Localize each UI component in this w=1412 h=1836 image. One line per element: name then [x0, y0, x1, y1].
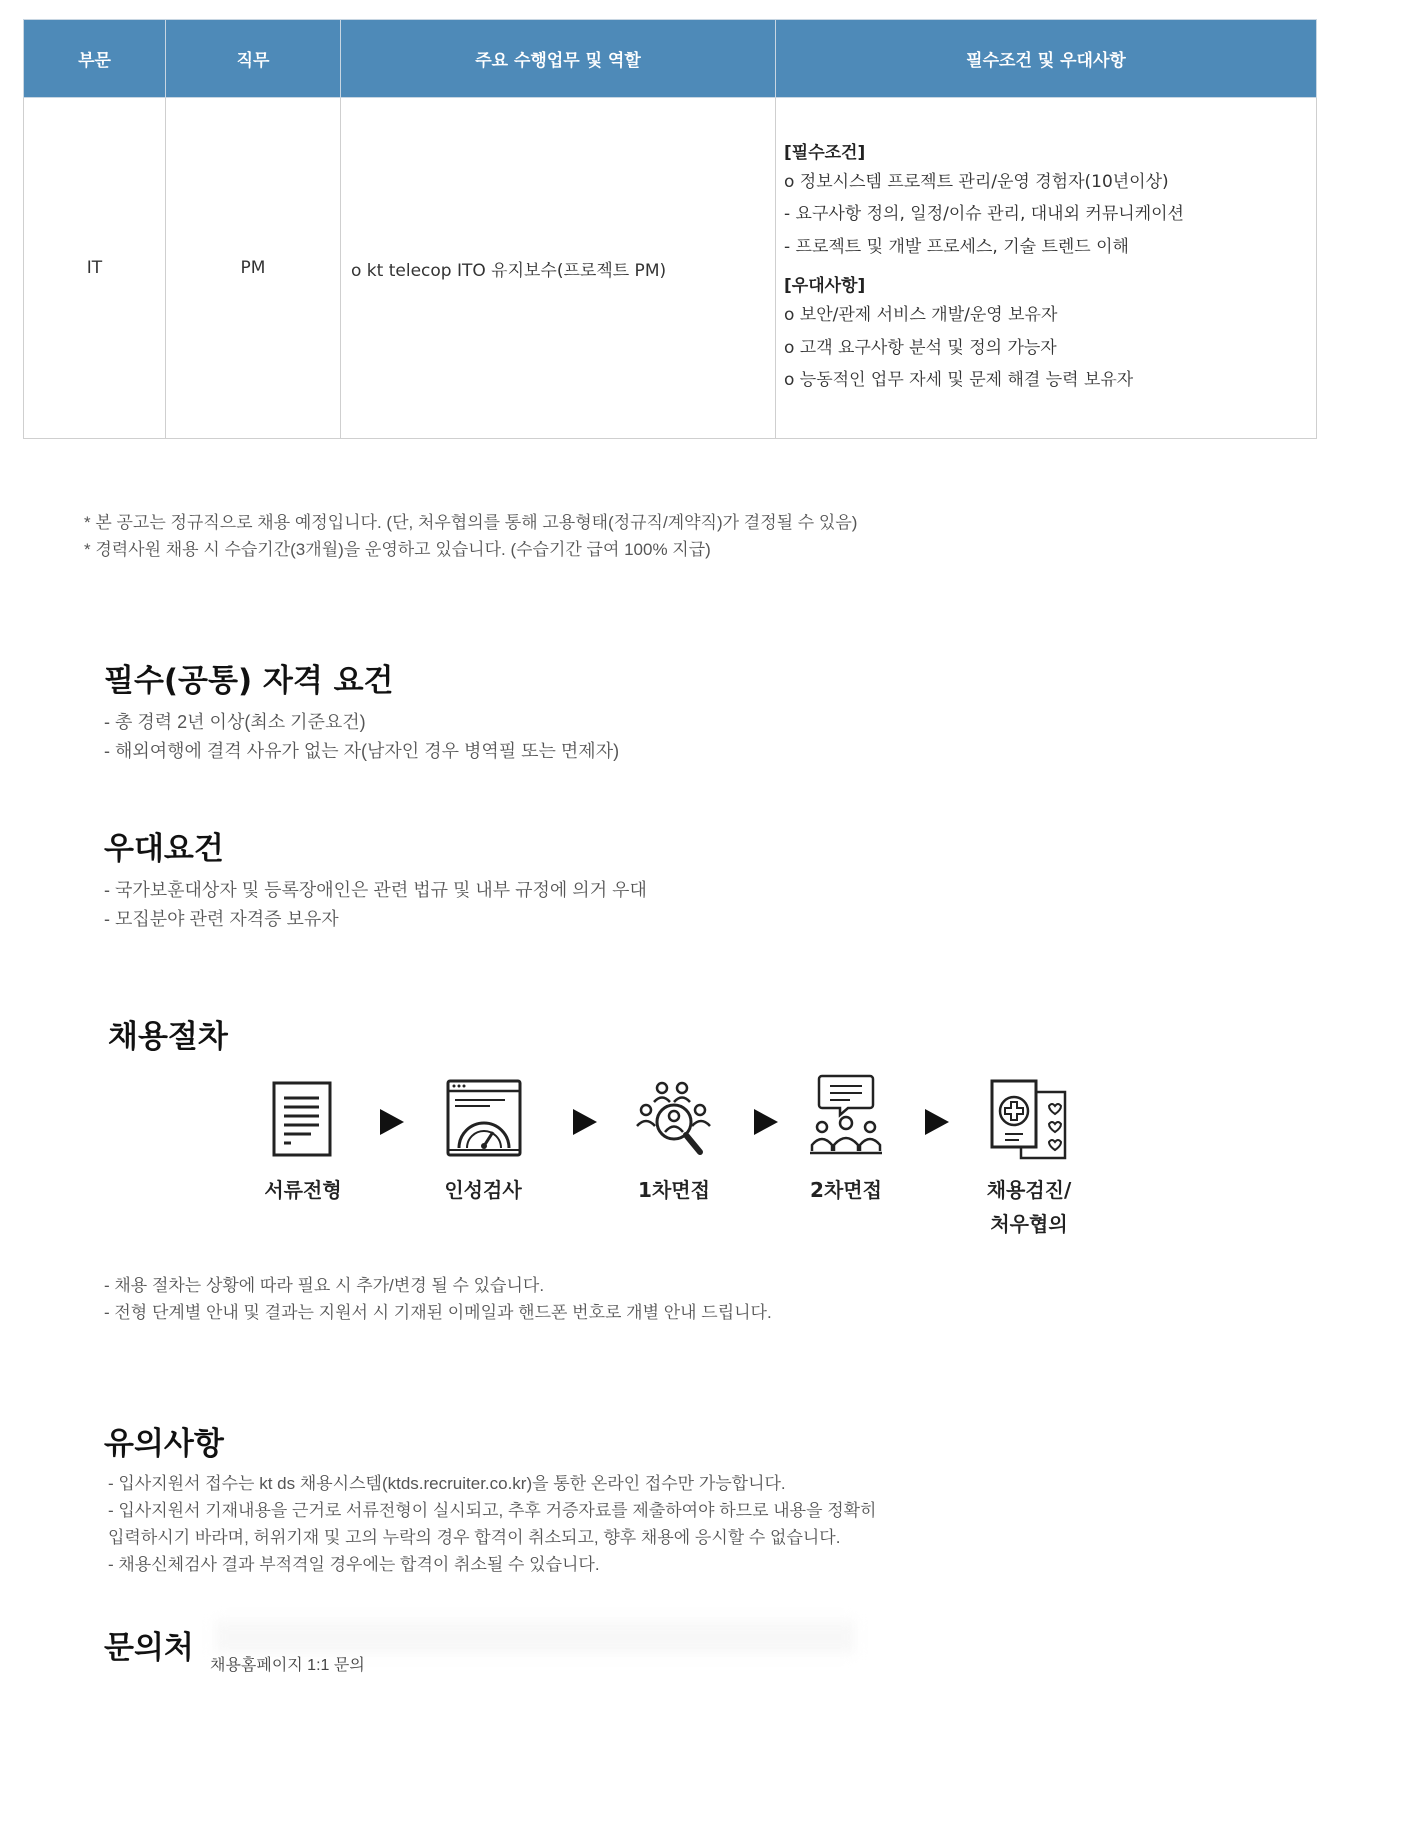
list-item: - 입사지원서 접수는 kt ds 채용시스템(ktds.recruiter.co.kr)을 통한 온라인 접수만 가능합니다. — [108, 1474, 786, 1493]
list-item: 입력하시기 바라며, 허위기재 및 고의 누락의 경우 합격이 취소되고, 향후 채용에 응시할 수 없습니다. — [108, 1528, 841, 1547]
speedometer-test-icon — [445, 1078, 523, 1158]
header-role: 직무 — [166, 20, 341, 98]
process-title: 채용절차 — [108, 1019, 228, 1055]
header-requirements: 필수조건 및 우대사항 — [776, 20, 1317, 98]
employment-notes — [84, 509, 857, 563]
contact-subtext: 채용홈페이지 1:1 문의 — [210, 1657, 365, 1674]
arrow-right-icon — [573, 1109, 597, 1135]
note-line: * 본 공고는 정규직으로 채용 예정입니다. (단, 처우협의를 통해 고용형태(정규직/계약직)가 결정될 수 있음) — [84, 513, 858, 532]
preferred-item: o 보안/관제 서비스 개발/운영 보유자 — [784, 305, 1058, 325]
list-item: - 총 경력 2년 이상(최소 기준요건) — [104, 712, 366, 732]
preference-title: 우대요건 — [104, 831, 224, 867]
list-item: - 해외여행에 결격 사유가 없는 자(남자인 경우 병역필 또는 면제자) — [104, 741, 620, 761]
step-interview-1 — [634, 1080, 714, 1162]
qualification-list — [104, 708, 619, 766]
step-label: 1차면접 — [638, 1178, 710, 1202]
step-document — [268, 1080, 338, 1160]
document-icon — [271, 1080, 335, 1160]
step-label: 서류전형 — [264, 1178, 342, 1202]
arrow-right-icon — [380, 1109, 404, 1135]
step-label: 인성검사 — [444, 1178, 522, 1202]
table-row — [24, 98, 1317, 439]
list-item: - 입사지원서 기재내용을 근거로 서류전형이 실시되고, 추후 거증자료를 제출하여야 하므로 내용을 정확히 — [108, 1501, 877, 1520]
preferred-item: o 고객 요구사항 분석 및 정의 가능자 — [784, 337, 1057, 358]
header-division: 부문 — [24, 20, 166, 98]
note-line: * 경력사원 채용 시 수습기간(3개월)을 운영하고 있습니다. (수습기간 급여 100% 지급) — [84, 540, 711, 559]
cell-requirements — [776, 98, 1317, 439]
step-label: 2차면접 — [810, 1178, 882, 1202]
list-item: - 전형 단계별 안내 및 결과는 지원서 시 기재된 이메일과 핸드폰 번호로 개별 안내 드립니다. — [104, 1303, 772, 1322]
cell-division: IT — [24, 98, 166, 439]
interview-group-icon — [808, 1073, 884, 1161]
job-table — [23, 19, 1317, 439]
header-duty: 주요 수행업무 및 역할 — [341, 20, 776, 98]
required-title: [필수조건] — [784, 142, 866, 163]
blurred-content — [215, 1620, 855, 1654]
caution-list — [108, 1470, 876, 1578]
step-label — [959, 1173, 1099, 1241]
cell-duty: o kt telecop ITO 유지보수(프로젝트 PM) — [341, 98, 776, 439]
preferred-item: o 능동적인 업무 자세 및 문제 해결 능력 보유자 — [784, 370, 1134, 390]
required-item: - 프로젝트 및 개발 프로세스, 기술 트렌드 이해 — [784, 236, 1129, 257]
list-item: - 국가보훈대상자 및 등록장애인은 관련 법규 및 내부 규정에 의거 우대 — [104, 880, 647, 900]
group-search-icon — [634, 1080, 714, 1162]
medical-checkup-icon — [989, 1078, 1069, 1164]
list-item: - 채용 절차는 상황에 따라 필요 시 추가/변경 될 수 있습니다. — [104, 1276, 545, 1295]
preference-list — [104, 876, 647, 934]
step-label-line: 처우협의 — [990, 1212, 1068, 1236]
qualification-title: 필수(공통) 자격 요건 — [104, 663, 394, 699]
list-item: - 모집분야 관련 자격증 보유자 — [104, 909, 339, 929]
step-medical — [988, 1078, 1070, 1164]
step-test — [444, 1078, 524, 1158]
step-label-line: 채용검진/ — [986, 1178, 1072, 1202]
process-notes — [104, 1272, 772, 1326]
contact-title: 문의처 — [104, 1630, 194, 1666]
table-header-row — [24, 20, 1317, 98]
arrow-right-icon — [754, 1109, 778, 1135]
caution-title: 유의사항 — [104, 1426, 224, 1462]
required-item: o 정보시스템 프로젝트 관리/운영 경험자(10년이상) — [784, 171, 1169, 192]
step-interview-2 — [806, 1073, 886, 1161]
preferred-title: [우대사항] — [784, 276, 866, 296]
cell-role: PM — [166, 98, 341, 439]
required-item: - 요구사항 정의, 일정/이슈 관리, 대내외 커뮤니케이션 — [784, 204, 1184, 224]
arrow-right-icon — [925, 1109, 949, 1135]
list-item: - 채용신체검사 결과 부적격일 경우에는 합격이 취소될 수 있습니다. — [108, 1555, 600, 1574]
